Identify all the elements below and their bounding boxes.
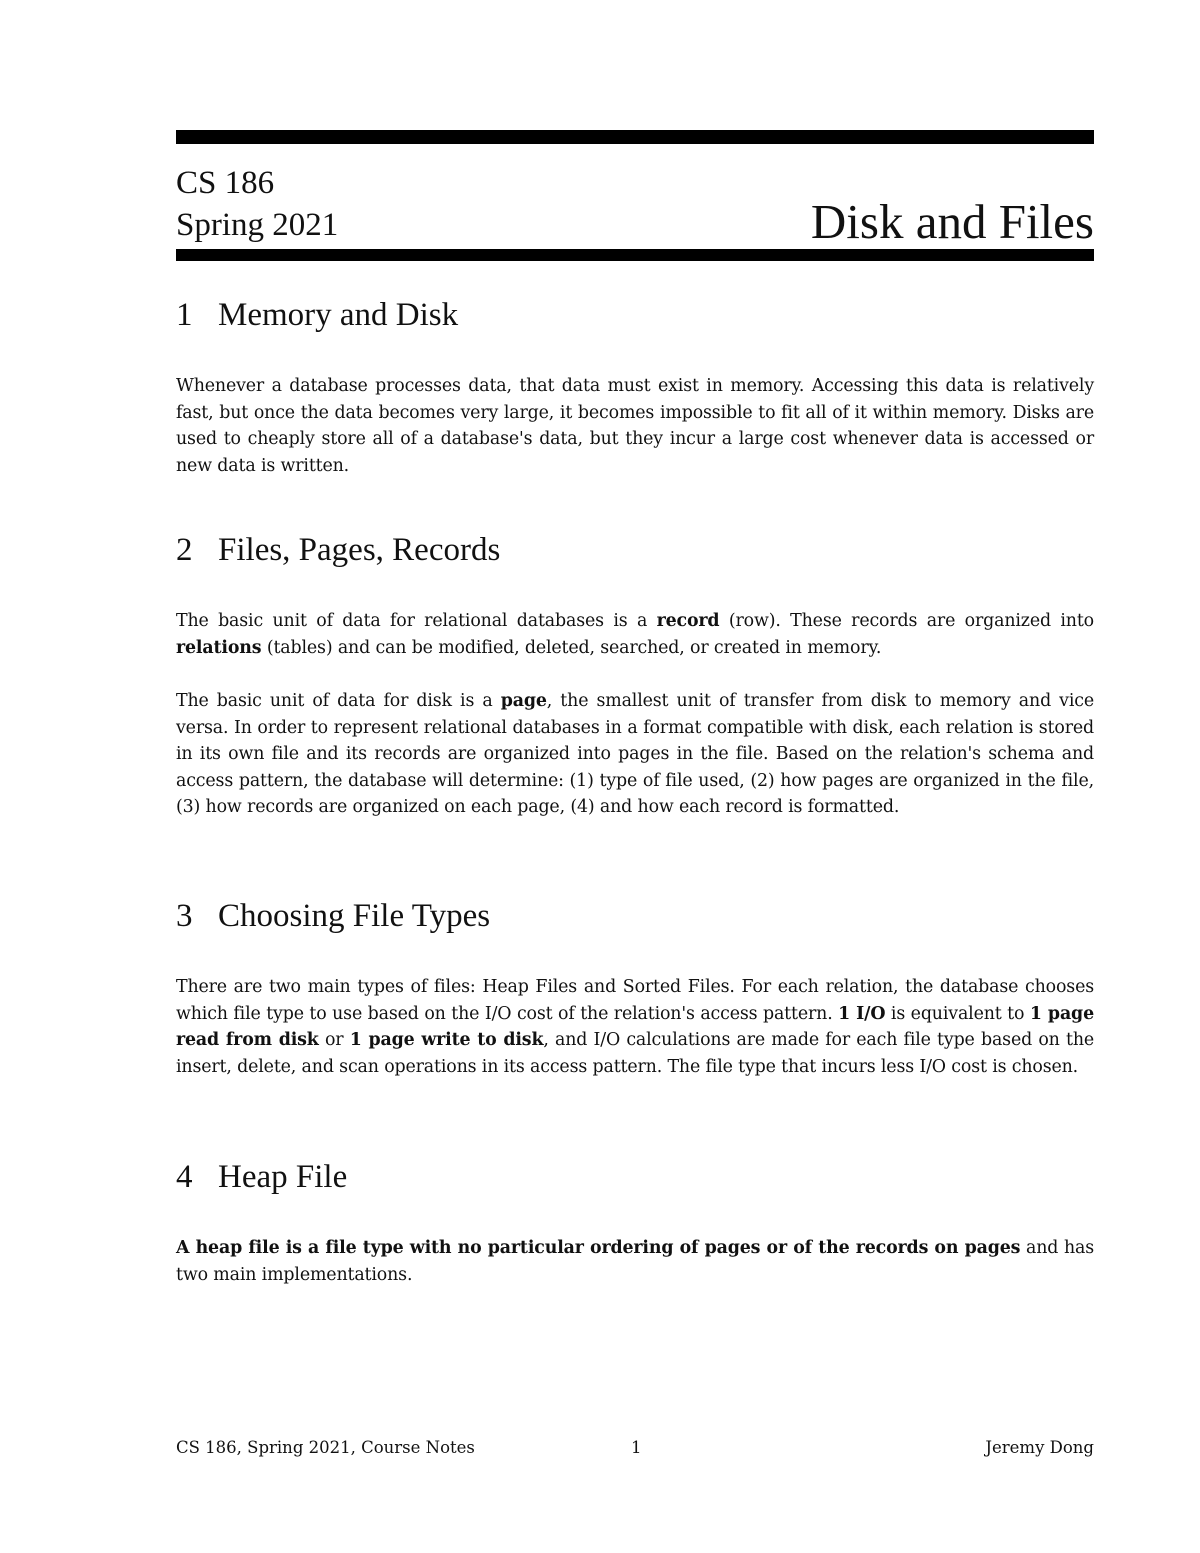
term-page: page [500, 691, 547, 711]
section-choosing-file-types [176, 896, 1094, 1080]
section-files-pages-records [176, 530, 1094, 821]
section-heading [176, 530, 1094, 570]
page-number: 1 [631, 1438, 642, 1457]
text-run: There are two main types of files: Heap Files and Sorted Files. For each relation, the database chooses which file type to use based on the I/O cost of the relation's access pattern. [176, 977, 1094, 1024]
paragraph: Whenever a database processes data, that data must exist in memory. Accessing this data is relatively fast, but once the data becomes very large, it becomes impossible to fit all of it within memory. Disks are used to cheaply store all of a database's data, but they incur a large cost whenever data is accessed or new data is written. [176, 376, 1094, 476]
text-run: (tables) and can be modified, deleted, searched, or created in memory. [261, 637, 882, 658]
paragraph [176, 1235, 1094, 1288]
section-heading [176, 1157, 1094, 1197]
footer-author: Jeremy Dong [985, 1438, 1094, 1457]
term-io: 1 I/O [838, 1003, 886, 1024]
text-run: The basic unit of data for relational databases is a [176, 611, 657, 631]
text-run: , the smallest unit of transfer from disk to memory and vice versa. In order to represent relational databases in a format compatible with disk, each relation is stored in its own file and its records are organized into pages in the file. Based on the relation's schema and access pattern, the database will determine: (1) type of file used, (2) how pages are organized in the file, (3) how records are organized on each page, (4) and how each record is formatted. [176, 691, 1095, 817]
header-top-rule [176, 130, 1094, 144]
section-heap-file [176, 1157, 1094, 1288]
section-title: Memory and Disk [218, 297, 459, 333]
text-run: , and I/O calculations are made for each file type based on the insert, delete, and scan operations in its access pattern. The file type that incurs less I/O cost is chosen. [176, 1030, 1095, 1077]
term-page-read: 1 page read from disk [176, 1003, 1094, 1050]
section-number: 1 [176, 297, 193, 333]
paragraph [176, 974, 1094, 1080]
footer-course-notes: CS 186, Spring 2021, Course Notes [176, 1438, 475, 1457]
section-number: 2 [176, 532, 193, 568]
section-number: 3 [176, 898, 193, 934]
course-code: CS 186 [176, 165, 275, 201]
section-title: Files, Pages, Records [218, 532, 501, 568]
header-bottom-rule [176, 249, 1094, 261]
text-run: and has two main implementations. [176, 1238, 1094, 1285]
section-memory-and-disk [176, 295, 1094, 479]
term-page-write: 1 page write to disk [349, 1030, 544, 1050]
section-title: Heap File [218, 1159, 348, 1195]
section-number: 4 [176, 1159, 193, 1195]
section-heading [176, 295, 1094, 335]
text-run: is equivalent to [885, 1003, 1030, 1024]
text-run: (row). These records are organized into [719, 611, 1094, 631]
section-heading [176, 896, 1094, 936]
paragraph [176, 688, 1094, 821]
document-title: Disk and Files [810, 194, 1094, 249]
term-heap-file-definition: A heap file is a file type with no particular ordering of pages or of the records on pages [176, 1238, 1021, 1258]
term-relations: relations [176, 637, 262, 658]
term-record: record [656, 611, 720, 631]
course-term: Spring 2021 [176, 207, 339, 243]
paragraph [176, 608, 1094, 661]
text-run: The basic unit of data for disk is a [176, 691, 501, 711]
page-footer [176, 1436, 1094, 1460]
text-run: or [318, 1030, 350, 1050]
section-title: Choosing File Types [218, 898, 491, 934]
